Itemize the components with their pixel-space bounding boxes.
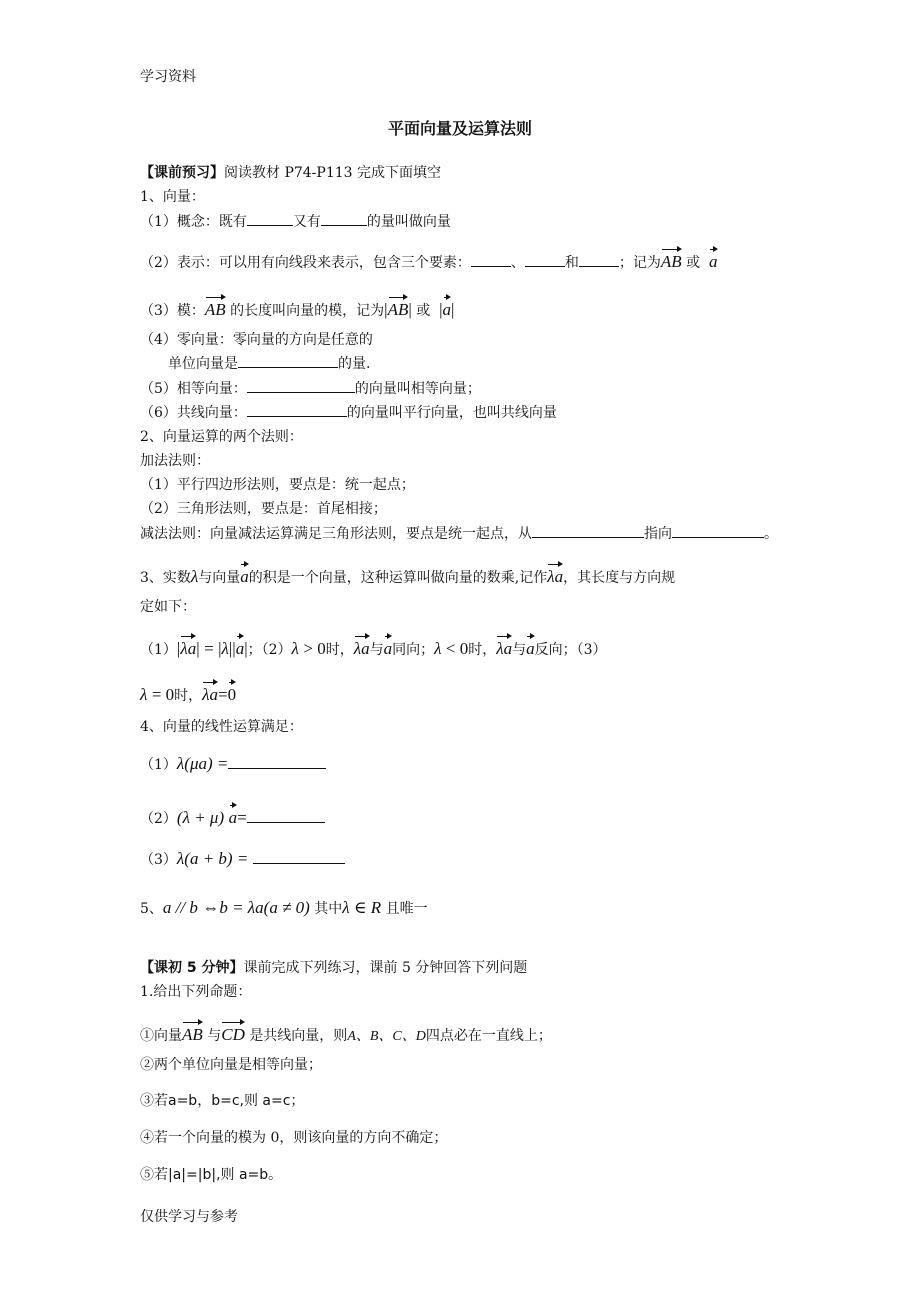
text: （6）共线向量： (140, 405, 247, 421)
equals: = (237, 808, 247, 827)
proposition-1 (140, 1019, 552, 1047)
abs-bar: | (232, 639, 236, 658)
preview-heading: 【课前预习】 (140, 165, 224, 181)
fill-blank[interactable] (253, 849, 345, 864)
abs-bar: | (176, 639, 181, 658)
fill-blank[interactable] (228, 754, 326, 769)
text: 是共线向量，则 (249, 1028, 348, 1044)
fill-blank[interactable] (247, 808, 325, 823)
addition-rule-title: 加法法则： (140, 453, 210, 469)
subtraction-rule (140, 523, 778, 544)
vector-a: a (526, 633, 535, 659)
text: 指向 (644, 526, 672, 542)
lambda-a: λa (180, 633, 196, 659)
scalar-rules-line (140, 633, 607, 660)
linear-rule-1 (140, 754, 326, 775)
text: （1） (140, 642, 177, 658)
text: 与 (512, 642, 527, 658)
text: 的量叫做向量 (366, 214, 451, 230)
text: （3） (140, 852, 177, 868)
text: ；（2） (247, 642, 292, 658)
points: A、B、C、D (347, 1029, 426, 1044)
text: 或 (416, 303, 431, 319)
preview-intro: 阅读教材 P74-P113 完成下面填空 (224, 165, 442, 181)
lambda-a: λa (496, 633, 512, 659)
unit-vector-line (168, 353, 370, 374)
text: ，其长度与方向规 (563, 570, 676, 586)
scalar-zero-line (140, 679, 236, 706)
abs-bar: | (196, 639, 200, 658)
zero-vector-line: （4）零向量：零向量的方向是任意的 (140, 332, 373, 348)
text: 与向量 (198, 570, 241, 586)
text: ； (290, 1093, 305, 1109)
vector-a: a (443, 294, 452, 320)
page-header: 学习资料 (140, 69, 196, 85)
text: 时， (174, 688, 203, 704)
formula: a=b，b=c,则 a=c (168, 1093, 291, 1109)
text: 。 (268, 1167, 283, 1183)
text: 与 (369, 642, 384, 658)
collinear-vector-line (140, 402, 557, 423)
fill-blank[interactable] (579, 252, 619, 267)
fill-blank[interactable] (247, 402, 347, 417)
text: 或 (686, 255, 701, 271)
lambda-a: λa (354, 633, 370, 659)
text: 和 (564, 255, 579, 271)
text: ；记为 (618, 255, 661, 271)
fill-blank[interactable] (532, 523, 644, 538)
proposition-5 (140, 1165, 282, 1185)
text: 四点必在一直线上； (425, 1028, 552, 1044)
formula: (λ + μ) (176, 808, 225, 827)
magnitude-line (140, 294, 454, 321)
text: 、 (510, 255, 525, 271)
vector-a: a (384, 633, 393, 659)
proposition-3 (140, 1091, 304, 1111)
text: 3、实数 (140, 570, 191, 586)
vector-AB: AB (205, 294, 226, 320)
linear-rule-3 (140, 849, 345, 870)
page-footer: 仅供学习与参考 (140, 1209, 238, 1225)
text: （2） (140, 811, 177, 827)
warmup-heading-line (140, 958, 527, 978)
fill-blank[interactable] (247, 378, 355, 393)
proposition-2: ②两个单位向量是相等向量； (140, 1057, 322, 1073)
text: 单位向量是 (168, 356, 238, 372)
abs-bar: | (384, 300, 388, 319)
equal-vector-line (140, 378, 481, 399)
abs-bar: | (408, 300, 412, 319)
text: （1）概念：既有 (140, 214, 247, 230)
text: 且唯一 (385, 901, 428, 917)
text: （5）相等向量： (140, 381, 247, 397)
fill-blank[interactable] (672, 523, 764, 538)
formula: λ ∈ R (342, 898, 382, 917)
abs-bar: | (228, 639, 233, 658)
section-4-title: 4、向量的线性运算满足： (140, 719, 303, 735)
formula: λ(a + b) = (176, 849, 249, 868)
scalar-rules-intro: 定如下： (140, 599, 196, 615)
text: ③若 (140, 1093, 168, 1109)
lt-zero: < 0 (445, 639, 469, 658)
text: 5、 (140, 901, 163, 917)
text: 与 (207, 1028, 222, 1044)
vector-a: a (240, 561, 249, 587)
gt-zero: > 0 (303, 639, 326, 658)
text: （1） (140, 757, 177, 773)
vector-a: a (709, 246, 718, 272)
text: 减法法则：向量减法运算满足三角形法则，要点是统一起点，从 (140, 526, 532, 542)
text: 的积是一个向量，这种运算叫做向量的数乘,记作 (248, 570, 548, 586)
text: 的量. (338, 356, 371, 372)
vector-AB: AB (182, 1019, 203, 1045)
fill-blank[interactable] (471, 252, 511, 267)
vector-a: a (229, 802, 238, 828)
formula: λ(μa) = (176, 754, 229, 773)
text: 的向量叫相等向量； (354, 381, 481, 397)
scalar-multiplication-line (140, 561, 675, 588)
lambda: λ (190, 567, 199, 586)
warmup-intro: 课前完成下列练习，课前 5 分钟回答下列问题 (243, 960, 528, 976)
formula: b = λa(a ≠ 0) (219, 898, 310, 917)
vector-a: a (236, 633, 245, 659)
equals: = (204, 639, 214, 658)
collinear-theorem (140, 898, 428, 919)
section-2-title: 2、向量运算的两个法则： (140, 429, 303, 445)
linear-rule-2 (140, 802, 325, 829)
text: 的长度叫向量的模，记为 (230, 303, 385, 319)
fill-blank[interactable] (525, 252, 565, 267)
text: ①向量 (140, 1028, 182, 1044)
abs-bar: | (439, 300, 443, 319)
vector-AB: AB (661, 246, 682, 272)
notation-line (140, 246, 718, 273)
text: 时， (325, 642, 354, 658)
text: 。 (764, 526, 778, 542)
abs-bar: | (244, 639, 248, 658)
triangle-rule: （2）三角形法则，要点是：首尾相接； (140, 501, 387, 517)
lambda: λ (140, 685, 148, 704)
section-1-title: 1、向量： (140, 189, 205, 205)
fill-blank[interactable] (321, 211, 367, 226)
text: 时， (468, 642, 497, 658)
concept-line (140, 211, 451, 232)
abs-bar: | (218, 639, 222, 658)
eq-zero: = 0 (151, 685, 175, 704)
text: 的向量叫平行向量，也叫共线向量 (346, 405, 557, 421)
vector-CD: CD (221, 1019, 245, 1045)
equals: = (218, 685, 228, 704)
lambda-a: λa (547, 561, 563, 587)
zero-vector: 0 (228, 679, 237, 705)
text: ⑤若 (140, 1167, 168, 1183)
lambda-a: λa (202, 679, 218, 705)
warmup-heading: 【课初 5 分钟】 (140, 960, 244, 976)
fill-blank[interactable] (247, 211, 293, 226)
text: （2）表示：可以用有向线段来表示，包含三个要素： (140, 255, 471, 271)
text: （3）模： (140, 303, 205, 319)
vector-AB: AB (388, 294, 409, 320)
preview-heading-line (140, 163, 441, 183)
proposition-4: ④若一个向量的模为 0，则该向量的方向不确定； (140, 1130, 448, 1146)
text: 又有 (292, 214, 321, 230)
text: 反向；（3） (534, 642, 607, 658)
text: 同向； (392, 642, 435, 658)
lambda: λ (434, 639, 442, 658)
formula: |a|=|b|,则 a=b (168, 1167, 269, 1183)
formula: a // b (162, 898, 198, 917)
lambda: λ (291, 639, 299, 658)
iff: ⇔ (202, 898, 220, 917)
text: 其中 (314, 901, 343, 917)
abs-bar: | (451, 300, 455, 319)
question-1: 1.给出下列命题： (140, 984, 252, 1000)
lambda: λ (221, 639, 229, 658)
parallelogram-rule: （1）平行四边形法则，要点是：统一起点； (140, 477, 415, 493)
fill-blank[interactable] (238, 353, 338, 368)
page-title: 平面向量及运算法则 (387, 119, 532, 138)
